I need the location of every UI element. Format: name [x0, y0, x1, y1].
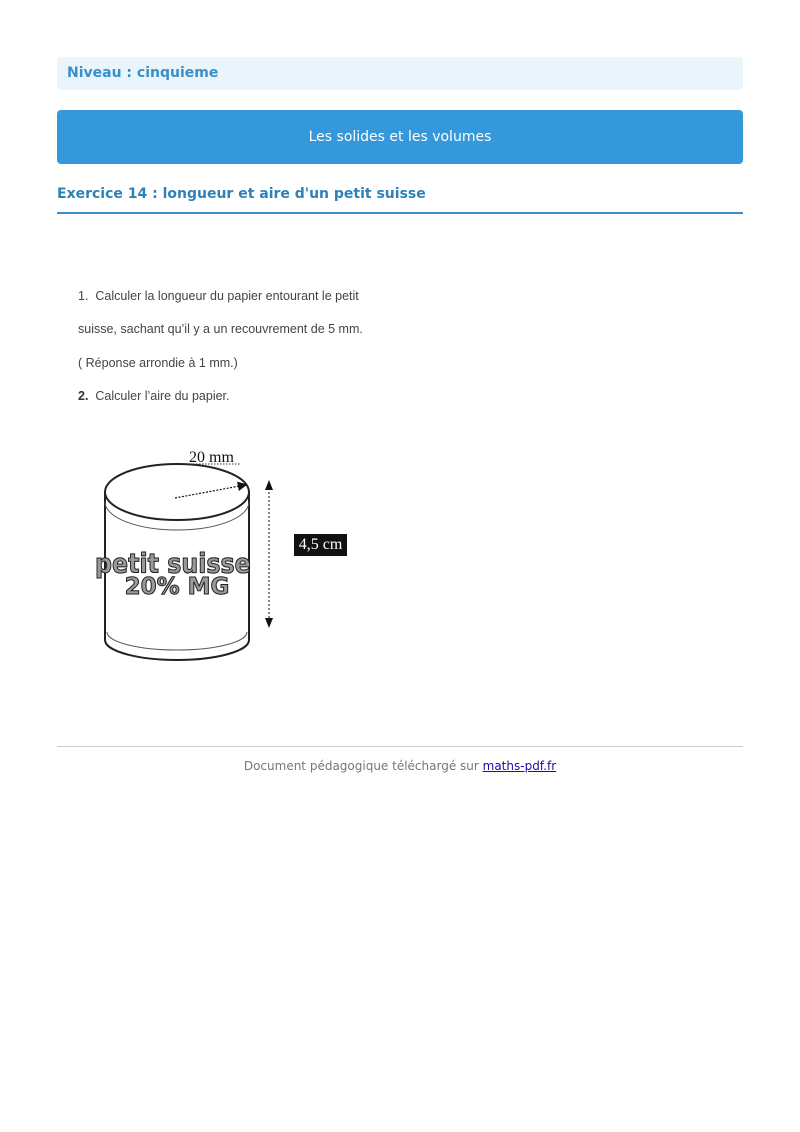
theme-banner: Les solides et les volumes	[57, 110, 743, 164]
title-underline	[57, 212, 743, 214]
question-2	[78, 389, 230, 403]
question-1-line-3: ( Réponse arrondie à 1 mm.)	[78, 356, 238, 370]
product-label-line-1: petit suisse	[95, 548, 251, 579]
footer-link[interactable]: maths-pdf.fr	[482, 759, 557, 773]
question-1-line-1	[78, 289, 359, 303]
question-1-text: Calculer la longueur du papier entourant le petit	[95, 289, 359, 303]
exercise-title: Exercice 14 : longueur et aire d'un petit suisse	[57, 186, 426, 202]
cylinder-figure	[95, 440, 295, 670]
question-2-text: Calculer l’aire du papier.	[95, 389, 230, 403]
footer-text: Document pédagogique téléchargé sur	[243, 759, 483, 773]
radius-label: 20 mm	[189, 449, 234, 466]
product-label-line-2: 20% MG	[124, 574, 230, 600]
question-1-number: 1.	[78, 289, 89, 303]
footer	[57, 759, 743, 773]
question-2-number: 2.	[78, 389, 89, 403]
height-label: 4,5 cm	[294, 534, 347, 556]
level-banner: Niveau : cinquieme	[57, 57, 743, 90]
cylinder-top	[105, 464, 249, 520]
question-1-line-2: suisse, sachant qu’il y a un recouvrement de 5 mm.	[78, 322, 363, 336]
footer-divider	[57, 746, 743, 747]
